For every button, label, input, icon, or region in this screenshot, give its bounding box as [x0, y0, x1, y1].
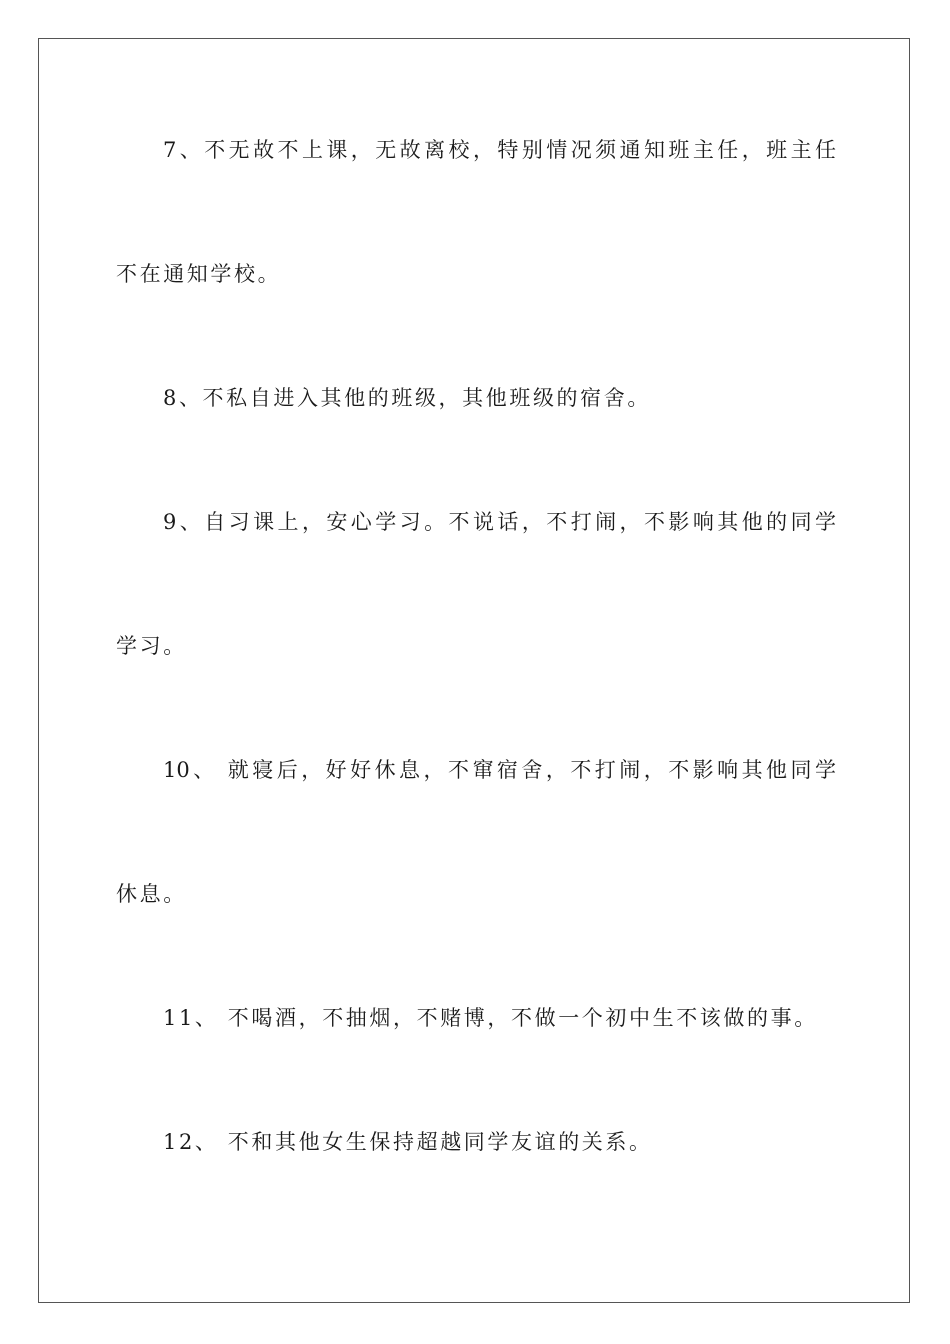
rule-9-line-2: 学习。: [116, 634, 187, 658]
rule-10-line-1: 10、 就寝后，好好休息，不窜宿舍，不打闹，不影响其他同学: [163, 758, 836, 782]
page-border: [38, 38, 910, 1303]
rule-9-line-1: 9、自习课上，安心学习。不说话，不打闹，不影响其他的同学: [163, 510, 836, 534]
rule-7-line-1: 7、不无故不上课，无故离校，特别情况须通知班主任，班主任: [163, 138, 836, 162]
rule-12-line-1: 12、 不和其他女生保持超越同学友谊的关系。: [163, 1130, 653, 1154]
rule-11-line-1: 11、 不喝酒，不抽烟，不赌博，不做一个初中生不该做的事。: [163, 1006, 818, 1030]
rule-10-line-2: 休息。: [116, 882, 187, 906]
rule-7-line-2: 不在通知学校。: [116, 262, 282, 286]
rule-8-line-1: 8、不私自进入其他的班级，其他班级的宿舍。: [163, 386, 651, 410]
